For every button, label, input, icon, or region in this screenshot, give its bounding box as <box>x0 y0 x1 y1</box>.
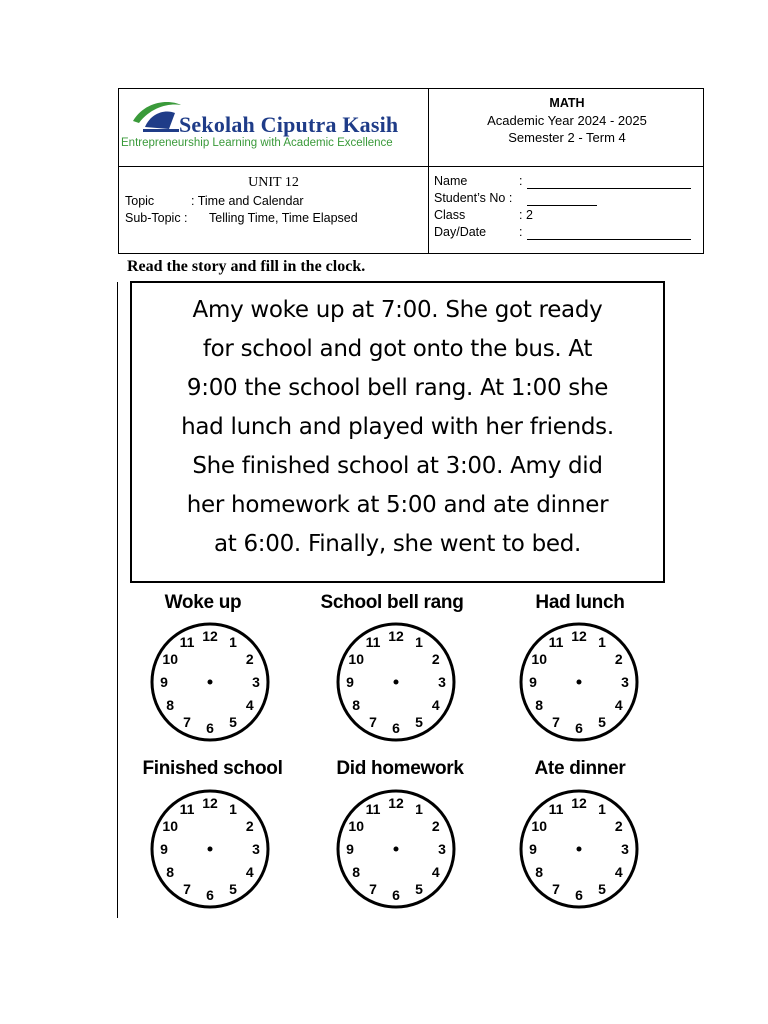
clock-number: 11 <box>548 801 564 818</box>
clock-label-finished-school: Finished school <box>142 758 283 779</box>
left-margin-line <box>117 282 118 918</box>
clock-number: 3 <box>252 674 260 690</box>
clock-number: 5 <box>415 880 423 897</box>
clock-number: 12 <box>388 795 404 811</box>
clock-number: 11 <box>548 634 564 651</box>
clock-face-homework[interactable] <box>334 787 458 911</box>
school-logo-icon <box>125 97 185 137</box>
clock-number: 9 <box>346 841 354 857</box>
clock-face-dinner[interactable] <box>517 787 641 911</box>
topic-value: : Time and Calendar <box>191 194 304 208</box>
clock-number: 6 <box>206 887 214 903</box>
clock-number: 5 <box>415 713 423 730</box>
clock-number: 12 <box>388 628 404 644</box>
clock-label-lunch: Had lunch <box>535 592 625 613</box>
clock-number: 1 <box>415 801 423 818</box>
clock-number: 8 <box>166 697 175 713</box>
clock-number: 12 <box>202 628 218 644</box>
story-line: Amy woke up at 7:00. She got ready <box>192 297 603 323</box>
clock-number: 11 <box>179 634 195 651</box>
clock-number: 1 <box>598 634 606 651</box>
name-field[interactable] <box>527 174 691 189</box>
clock-number: 7 <box>552 713 560 730</box>
unit-cell <box>119 167 428 255</box>
story-line: She finished school at 3:00. Amy did <box>192 453 603 479</box>
student-info-cell <box>429 167 705 255</box>
unit-title: UNIT 12 <box>248 175 299 190</box>
logo-cell <box>119 89 428 166</box>
clock-number: 12 <box>571 628 587 644</box>
clock-number: 4 <box>431 864 440 880</box>
story-line: 9:00 the school bell rang. At 1:00 she <box>186 375 609 401</box>
clock-number: 3 <box>252 841 260 857</box>
header-table <box>118 88 704 254</box>
clock-number: 12 <box>202 795 218 811</box>
name-colon: : <box>519 174 523 188</box>
clock-number: 4 <box>614 864 623 880</box>
clock-center-dot <box>394 847 399 852</box>
clock-number: 4 <box>245 697 254 713</box>
clock-number: 2 <box>614 818 623 834</box>
clock-label-woke-up: Woke up <box>164 592 242 613</box>
story-box <box>130 281 665 583</box>
clock-face-finished-school[interactable] <box>148 787 272 911</box>
clock-number: 11 <box>365 801 381 818</box>
clock-number: 3 <box>621 841 629 857</box>
clock-number: 10 <box>531 818 547 834</box>
clock-number: 8 <box>166 864 175 880</box>
instruction-text: Read the story and fill in the clock. <box>127 258 366 275</box>
clock-number: 6 <box>392 720 400 736</box>
daydate-label: Day/Date <box>434 225 487 239</box>
clock-number: 11 <box>365 634 381 651</box>
logo-title: Sekolah Ciputra Kasih <box>179 112 399 137</box>
clock-number: 1 <box>229 801 237 818</box>
clock-number: 1 <box>598 801 606 818</box>
clock-number: 7 <box>183 880 191 897</box>
clock-number: 4 <box>245 864 254 880</box>
clock-number: 11 <box>179 801 195 818</box>
clock-number: 10 <box>348 818 364 834</box>
clock-number: 8 <box>352 697 361 713</box>
semester-term: Semester 2 - Term 4 <box>508 130 626 145</box>
clock-number: 8 <box>352 864 361 880</box>
clock-number: 6 <box>206 720 214 736</box>
class-value: : 2 <box>519 208 533 222</box>
student-no-field[interactable] <box>527 191 597 206</box>
class-label: Class <box>434 208 466 222</box>
clock-number: 7 <box>183 713 191 730</box>
clock-number: 9 <box>346 674 354 690</box>
clock-center-dot <box>208 847 213 852</box>
clock-number: 6 <box>575 720 583 736</box>
clock-label-school-bell: School bell rang <box>320 592 464 613</box>
subtopic-value: Telling Time, Time Elapsed <box>209 211 358 225</box>
clock-number: 3 <box>438 841 446 857</box>
clock-face-lunch[interactable] <box>517 620 641 744</box>
clock-center-dot <box>577 680 582 685</box>
clock-number: 4 <box>431 697 440 713</box>
clock-number: 2 <box>431 651 440 667</box>
topic-label: Topic <box>125 194 155 208</box>
clock-number: 8 <box>535 864 544 880</box>
clock-number: 9 <box>160 841 168 857</box>
clock-face-school-bell[interactable] <box>334 620 458 744</box>
clock-number: 10 <box>348 651 364 667</box>
clock-number: 4 <box>614 697 623 713</box>
story-line: for school and got onto the bus. At <box>202 336 593 362</box>
clock-face-woke-up[interactable] <box>148 620 272 744</box>
clock-number: 7 <box>552 880 560 897</box>
clock-number: 3 <box>438 674 446 690</box>
clock-number: 5 <box>229 713 237 730</box>
clock-number: 3 <box>621 674 629 690</box>
clock-number: 8 <box>535 697 544 713</box>
subtopic-label: Sub-Topic : <box>125 211 188 225</box>
story-line: at 6:00. Finally, she went to bed. <box>213 531 582 557</box>
course-info-cell <box>429 89 705 166</box>
clock-number: 9 <box>529 841 537 857</box>
clock-number: 10 <box>162 818 178 834</box>
clock-number: 5 <box>229 880 237 897</box>
clock-number: 9 <box>160 674 168 690</box>
clock-label-dinner: Ate dinner <box>534 758 626 779</box>
clock-center-dot <box>394 680 399 685</box>
student-no-label: Student’s No : <box>434 191 513 205</box>
clock-number: 1 <box>229 634 237 651</box>
story-line: her homework at 5:00 and ate dinner <box>186 492 609 518</box>
daydate-field[interactable] <box>527 225 691 240</box>
clock-number: 7 <box>369 880 377 897</box>
clock-number: 6 <box>392 887 400 903</box>
clock-label-homework: Did homework <box>336 758 464 779</box>
clock-number: 5 <box>598 713 606 730</box>
clock-number: 6 <box>575 887 583 903</box>
clock-number: 5 <box>598 880 606 897</box>
clock-center-dot <box>208 680 213 685</box>
academic-year: Academic Year 2024 - 2025 <box>487 113 647 128</box>
subject-title: MATH <box>549 96 585 110</box>
clock-number: 2 <box>614 651 623 667</box>
clock-number: 2 <box>245 651 254 667</box>
clock-number: 12 <box>571 795 587 811</box>
story-line: had lunch and played with her friends. <box>181 414 614 440</box>
clock-center-dot <box>577 847 582 852</box>
clock-number: 2 <box>431 818 440 834</box>
clock-number: 7 <box>369 713 377 730</box>
clock-number: 10 <box>162 651 178 667</box>
clock-number: 10 <box>531 651 547 667</box>
name-label: Name <box>434 174 468 188</box>
clock-number: 9 <box>529 674 537 690</box>
logo-tagline: Entrepreneurship Learning with Academic Excellence <box>121 137 393 149</box>
clock-number: 1 <box>415 634 423 651</box>
daydate-colon: : <box>519 225 523 239</box>
clock-number: 2 <box>245 818 254 834</box>
